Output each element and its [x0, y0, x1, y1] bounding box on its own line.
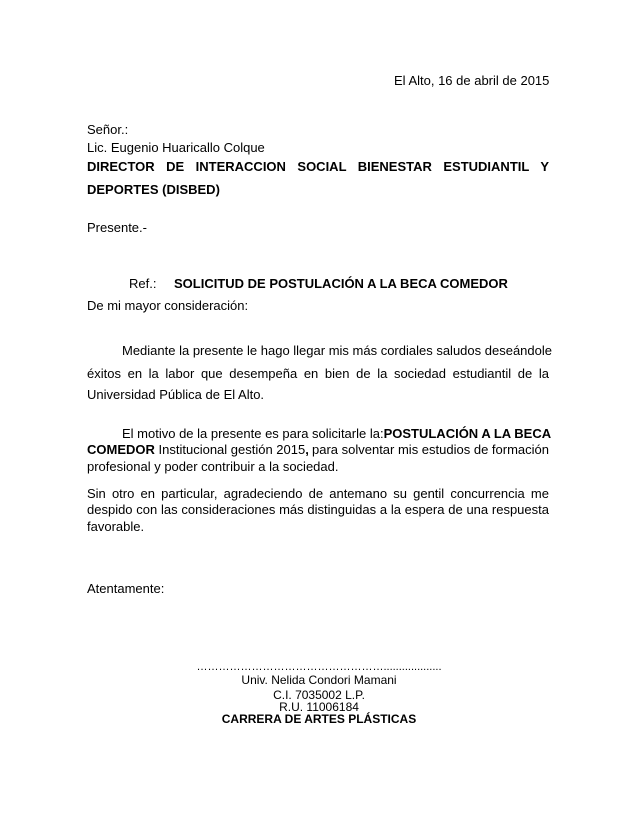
paragraph-1-line-2: éxitos en la labor que desempeña en bien de la sociedad estudiantil de la: [87, 366, 549, 381]
paragraph-2-line-3: profesional y poder contribuir a la sociedad.: [87, 459, 339, 474]
paragraph-2-line-2-comma: ,: [305, 442, 309, 457]
signer-ci: C.I. 7035002 L.P.: [273, 688, 365, 702]
signer-career: CARRERA DE ARTES PLÁSTICAS: [221, 712, 417, 726]
paragraph-2-line-1-normal: El motivo de la presente es para solicitarle la:: [122, 426, 384, 441]
closing: Atentamente:: [87, 581, 165, 596]
paragraph-3-line-2: despido con las consideraciones más distinguidas a la espera de una respuesta: [87, 502, 549, 517]
presente: Presente.-: [87, 220, 147, 235]
paragraph-2-line-1-bold: POSTULACIÓN A LA BECA: [383, 426, 552, 441]
ref-label: Ref.:: [129, 276, 157, 291]
paragraph-2-line-2-rest: para solventar mis estudios de formación: [311, 442, 549, 457]
paragraph-1-line-1: Mediante la presente le hago llegar mis más cordiales saludos deseándole: [122, 343, 552, 358]
recipient-title-line1: DIRECTOR DE INTERACCION SOCIAL BIENESTAR ESTUDIANTIL Y: [87, 159, 549, 174]
paragraph-2-line-2: [87, 442, 549, 458]
paragraph-2-line-2-bold: COMEDOR: [87, 442, 155, 457]
paragraph-3-line-3: favorable.: [87, 519, 145, 534]
salutation: Señor.:: [87, 122, 129, 137]
paragraph-1-line-3: Universidad Pública de El Alto.: [87, 387, 265, 402]
signer-name: Univ. Nelida Condori Mamani: [241, 673, 397, 687]
paragraph-3-line-1: Sin otro en particular, agradeciendo de antemano su gentil concurrencia me: [87, 486, 549, 501]
ref-subject: SOLICITUD DE POSTULACIÓN A LA BECA COMEDOR: [174, 276, 508, 291]
signature-line: ……………………………………………...................: [196, 661, 442, 673]
recipient-name: Lic. Eugenio Huaricallo Colque: [87, 140, 265, 155]
paragraph-2-line-1: [122, 426, 552, 442]
letter-date: El Alto, 16 de abril de 2015: [394, 73, 550, 88]
greeting: De mi mayor consideración:: [87, 298, 249, 313]
recipient-title-line2: DEPORTES (DISBED): [87, 182, 220, 197]
paragraph-2-line-2-normal: Institucional gestión 2015: [158, 442, 306, 457]
signer-ru: R.U. 11006184: [279, 700, 359, 714]
